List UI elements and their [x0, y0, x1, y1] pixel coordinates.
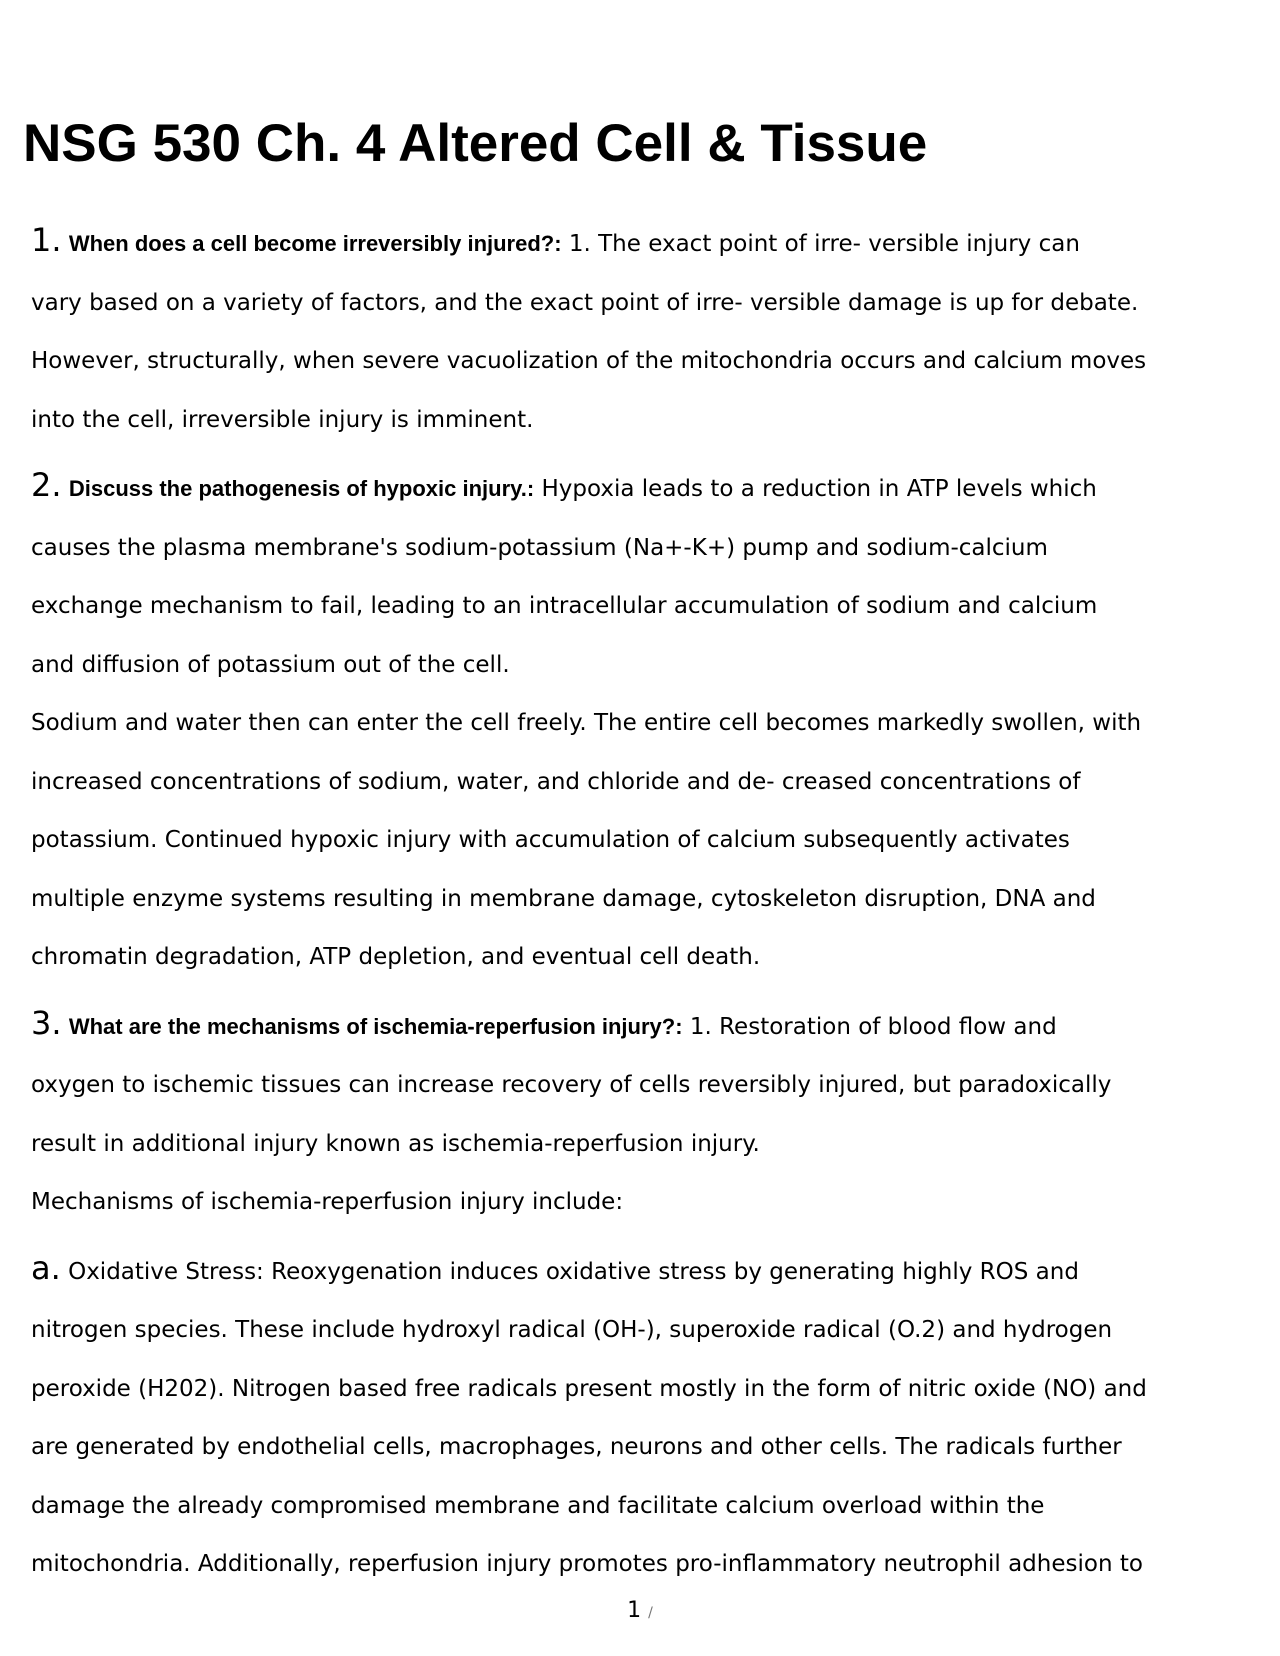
answer-line: are generated by endothelial cells, macrophages, neurons and other cells. The radicals further [31, 1434, 1122, 1460]
answer-line: result in additional injury known as ischemia-reperfusion injury. [31, 1130, 760, 1157]
item-number: 3. [31, 1003, 62, 1042]
answer-line: causes the plasma membrane's sodium-potassium (Na+-K+) pump and sodium-calcium [31, 534, 1048, 561]
document-title: NSG 530 Ch. 4 Altered Cell & Tissue [23, 114, 928, 173]
answer-line: Oxidative Stress: Reoxygenation induces oxidative stress by generating highly ROS and [60, 1258, 1079, 1285]
answer-line: Mechanisms of ischemia-reperfusion injury include: [31, 1189, 624, 1215]
item-number: 1. [31, 221, 62, 259]
item-number: 2. [31, 466, 62, 504]
answer-line: 1. Restoration of blood flow and [682, 1013, 1057, 1040]
answer-line: vary based on a variety of factors, and the exact point of irre- versible damage is up for debate. [31, 289, 1139, 316]
answer-line: chromatin degradation, ATP depletion, and eventual cell death. [31, 944, 761, 970]
answer-line: mitochondria. Additionally, reperfusion injury promotes pro-inflammatory neutrophil adhesion to [31, 1551, 1143, 1577]
answer-line: into the cell, irreversible injury is imminent. [31, 406, 534, 433]
answer-line: Hypoxia leads to a reduction in ATP levels which [534, 476, 1097, 502]
answer-line: oxygen to ischemic tissues can increase recovery of cells reversibly injured, but paradoxically [31, 1072, 1112, 1098]
answer-line: multiple enzyme systems resulting in membrane damage, cytoskeleton disruption, DNA and [31, 885, 1096, 912]
answer-line: nitrogen species. These include hydroxyl radical (OH-), superoxide radical (O.2) and hydrogen [31, 1317, 1113, 1343]
page-separator: / [648, 1605, 653, 1621]
answer-line: potassium. Continued hypoxic injury with accumulation of calcium subsequently activates [31, 827, 1070, 853]
question-text: Discuss the pathogenesis of hypoxic injury.: [68, 476, 535, 501]
answer-line: Sodium and water then can enter the cell freely. The entire cell becomes markedly swollen, with [31, 710, 1142, 736]
question-1 [31, 211, 1261, 449]
answer-line: 1. The exact point of irre- versible injury can [561, 231, 1080, 257]
answer-line: increased concentrations of sodium, water, and chloride and de- creased concentrations of [31, 768, 1081, 795]
document-body [31, 211, 1261, 1594]
question-3 [31, 994, 1261, 1232]
answer-line: and diffusion of potassium out of the cell. [31, 651, 510, 678]
question-text: When does a cell become irreversibly injured?: [68, 231, 562, 256]
page-number: 1 [627, 1598, 642, 1623]
question-2 [31, 456, 1261, 987]
page-footer [0, 1597, 1280, 1627]
answer-line: exchange mechanism to fail, leading to an intracellular accumulation of sodium and calcium [31, 593, 1098, 619]
sub-item-a [31, 1239, 1261, 1594]
question-text: What are the mechanisms of ischemia-reperfusion injury?: [68, 1013, 683, 1039]
answer-line: damage the already compromised membrane and facilitate calcium overload within the [31, 1492, 1045, 1519]
item-letter: a. [31, 1248, 61, 1287]
answer-line: peroxide (H202). Nitrogen based free radicals present mostly in the form of nitric oxide (NO) and [31, 1375, 1147, 1402]
answer-line: However, structurally, when severe vacuolization of the mitochondria occurs and calcium moves [31, 348, 1147, 374]
